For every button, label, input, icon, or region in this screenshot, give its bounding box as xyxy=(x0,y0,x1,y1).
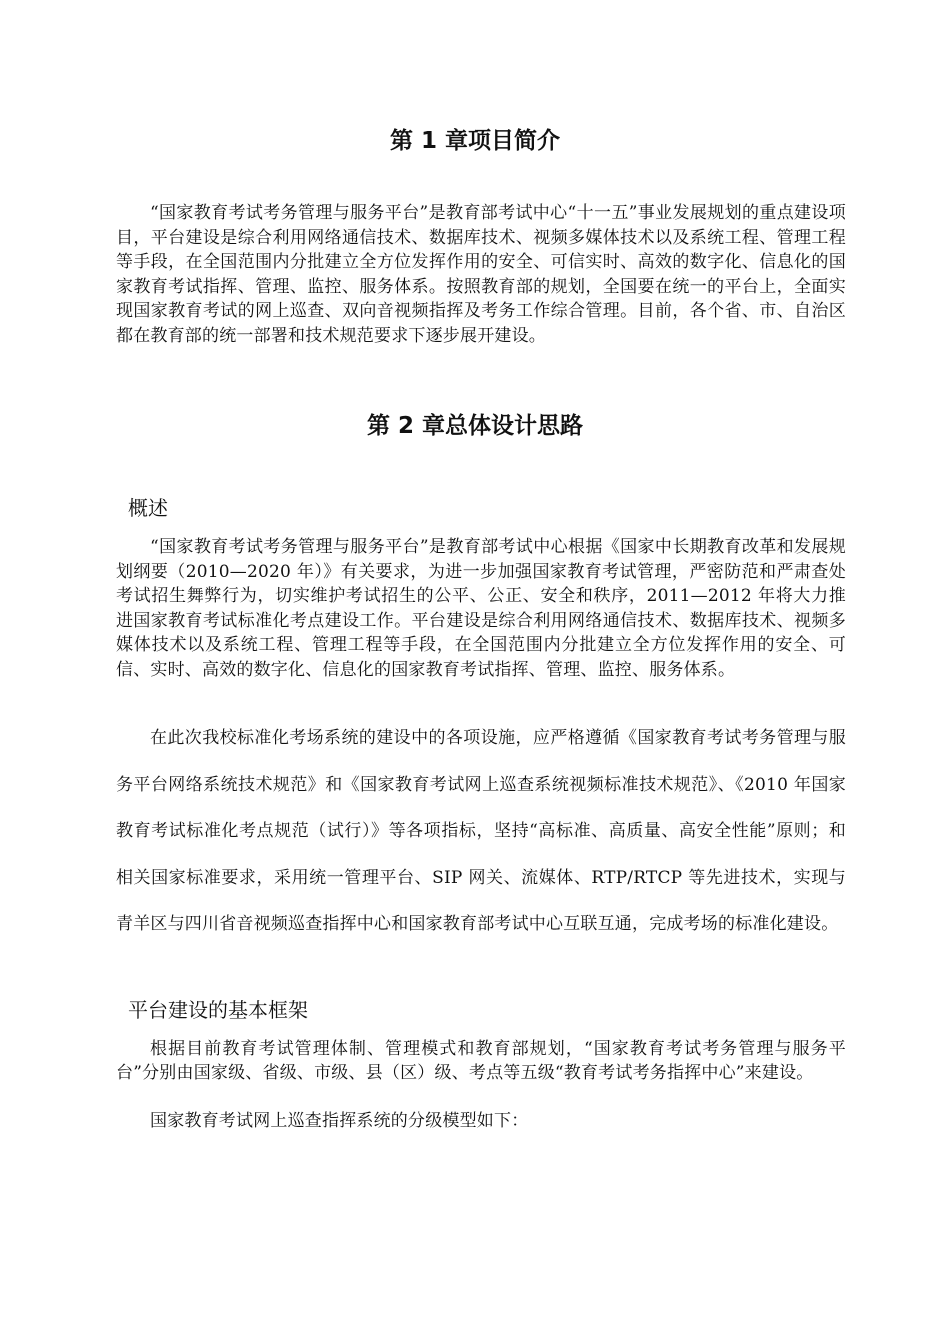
framework-heading: 平台建设的基本框架 xyxy=(128,998,308,1022)
overview-paragraph-2: 在此次我校标准化考场系统的建设中的各项设施，应严格遵循《国家教育考试考务管理与服务平台网络系统技术规范》和《国家教育考试网上巡查系统视频标准技术规范》、《2010 年国家教育考试标准化考点规范（试行）》等各项指标，坚持“高标准、高质量、高安全性能”原则；和相关国家标准要求，采用统一管理平台、SIP 网关、流媒体、RTP/RTCP 等先进技术，实现与青羊区与四川省音视频巡查指挥中心和国家教育部考试中心互联互通，完成考场的标准化建设。 xyxy=(116,728,846,934)
chapter-1-paragraph: “国家教育考试考务管理与服务平台”是教育部考试中心“十一五”事业发展规划的重点建设项目，平台建设是综合利用网络通信技术、数据库技术、视频多媒体技术以及系统工程、管理工程等手段，在全国范围内分批建立全方位发挥作用的安全、可信实时、高效的数字化、信息化的国家教育考试指挥、管理、监控、服务体系。按照教育部的规划，全国要在统一的平台上，全面实现国家教育考试的网上巡查、双向音视频指挥及考务工作综合管理。目前，各个省、市、自治区都在教育部的统一部署和技术规范要求下逐步展开建设。 xyxy=(116,203,846,346)
chapter-2-title: 第 2 章总体设计思路 xyxy=(366,413,584,439)
chapter-1-title: 第 1 章项目简介 xyxy=(389,128,561,154)
overview-heading: 概述 xyxy=(128,496,168,520)
framework-paragraph-2: 国家教育考试网上巡查指挥系统的分级模型如下： xyxy=(150,1111,529,1131)
overview-paragraph-1: “国家教育考试考务管理与服务平台”是教育部考试中心根据《国家中长期教育改革和发展规划纲要（2010—2020 年）》有关要求，为进一步加强国家教育考试管理，严密防范和严肃查处考试招生舞弊行为，切实维护考试招生的公平、公正、安全和秩序，2011—2012 年将大力推进国家教育考试标准化考点建设工作。平台建设是综合利用网络通信技术、数据库技术、视频多媒体技术以及系统工程、管理工程等手段，在全国范围内分批建立全方位发挥作用的安全、可信、实时、高效的数字化、信息化的国家教育考试指挥、管理、监控、服务体系。 xyxy=(116,537,846,680)
framework-paragraph-1: 根据目前教育考试管理体制、管理模式和教育部规划，“国家教育考试考务管理与服务平台”分别由国家级、省级、市级、县（区）级、考点等五级“教育考试考务指挥中心”来建设。 xyxy=(116,1039,846,1083)
